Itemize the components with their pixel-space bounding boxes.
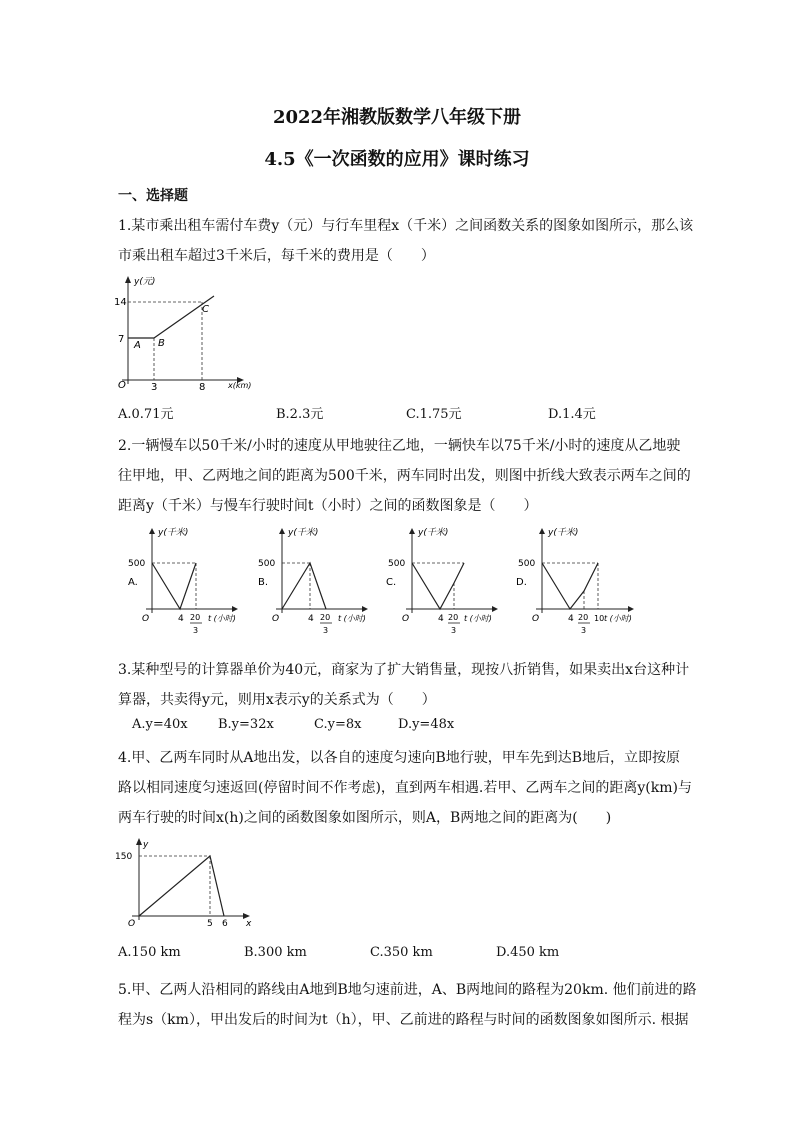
q3-option-c[interactable]: C.y=8x — [314, 717, 362, 732]
svg-text:500: 500 — [128, 559, 146, 569]
svg-text:4: 4 — [308, 614, 314, 624]
q1-option-c[interactable]: C.1.75元 — [406, 407, 462, 422]
q1-point-b: B — [158, 338, 165, 349]
q4-text-line-1: 4.甲、乙两车同时从A地出发，以各自的速度匀速向B地行驶，甲车先到达B地后，立即按原 — [118, 750, 681, 766]
q2-graph-b[interactable] — [254, 525, 370, 640]
svg-text:500: 500 — [258, 559, 276, 569]
q4-option-c[interactable]: C.350 km — [370, 945, 433, 960]
document-subtitle: 4.5《一次函数的应用》课时练习 — [264, 149, 530, 170]
q4-origin: O — [128, 919, 136, 929]
svg-text:y(千米): y(千米) — [288, 528, 319, 538]
q1-tick-3: 3 — [151, 382, 158, 393]
svg-text:3: 3 — [323, 626, 329, 635]
q5-text-line-2: 程为s（km），甲出发后的时间为t（h），甲、乙前进的路程与时间的函数图象如图所示. 根据 — [118, 1012, 689, 1028]
svg-text:3: 3 — [581, 626, 587, 635]
svg-text:t (小时): t (小时) — [208, 614, 236, 623]
q2-text-line-1: 2.一辆慢车以50千米/小时的速度从甲地驶往乙地，一辆快车以75千米/小时的速度从乙地驶 — [118, 438, 681, 454]
svg-text:y(千米): y(千米) — [548, 528, 579, 538]
q1-graph — [112, 272, 252, 394]
q3-option-b[interactable]: B.y=32x — [218, 717, 274, 732]
svg-text:t (小时): t (小时) — [338, 614, 366, 623]
q1-origin: O — [118, 380, 126, 391]
q2-c-line — [412, 563, 464, 609]
q2-d-label: D. — [516, 577, 527, 588]
svg-text:y(千米): y(千米) — [158, 528, 189, 538]
q4-option-d[interactable]: D.450 km — [496, 945, 560, 960]
svg-text:20: 20 — [448, 613, 459, 622]
svg-text:O: O — [402, 614, 410, 624]
svg-text:4: 4 — [438, 614, 444, 624]
document-title: 2022年湘教版数学八年级下册 — [272, 107, 522, 128]
q4-ylabel: y — [143, 840, 149, 850]
q4-text-line-3: 两车行驶的时间x(h)之间的函数图象如图所示，则A，B两地之间的距离为( ) — [118, 810, 612, 826]
q2-graph-d[interactable] — [514, 525, 638, 640]
q1-point-c: C — [202, 304, 209, 315]
q5-text-line-1: 5.甲、乙两人沿相同的路线由A地到B地匀速前进，A、B两地间的路程为20km. 他们前进的路 — [118, 982, 697, 998]
q2-graph-c[interactable] — [384, 525, 500, 640]
section-heading: 一、选择题 — [118, 188, 188, 204]
q3-option-d[interactable]: D.y=48x — [398, 717, 455, 732]
svg-text:O: O — [272, 614, 280, 624]
q4-option-b[interactable]: B.300 km — [244, 945, 307, 960]
q1-option-d[interactable]: D.1.4元 — [548, 407, 596, 422]
svg-text:t (小时): t (小时) — [464, 614, 492, 623]
q4-text-line-2: 路以相同速度匀速返回(停留时间不作考虑)，直到两车相遇.若甲、乙两车之间的距离y(km)与 — [118, 780, 692, 796]
q1-tick-14: 14 — [114, 297, 127, 308]
svg-text:10: 10 — [594, 614, 605, 623]
q2-graph-a[interactable] — [124, 525, 240, 640]
svg-text:O: O — [532, 614, 540, 624]
q3-text-line-2: 算器，共卖得y元，则用x表示y的关系式为（ ） — [118, 692, 436, 708]
q1-ylabel: y(元) — [134, 277, 156, 287]
q4-xlabel: x — [246, 919, 252, 929]
q1-text-line-1: 1.某市乘出租车需付车费y（元）与行车里程x（千米）之间函数关系的图象如图所示，那么该 — [118, 218, 694, 234]
q4-distance-line — [139, 856, 224, 916]
svg-text:3: 3 — [451, 626, 457, 635]
q4-tick-6: 6 — [222, 919, 228, 929]
q2-a-label: A. — [128, 577, 138, 588]
q4-graph — [112, 836, 262, 932]
svg-text:t (小时): t (小时) — [604, 614, 632, 623]
svg-text:500: 500 — [388, 559, 406, 569]
q1-y-arrow — [125, 276, 131, 283]
q1-tick-7: 7 — [118, 334, 125, 345]
svg-text:4: 4 — [568, 614, 574, 624]
q1-xlabel: x(km) — [228, 381, 252, 390]
q2-b-label: B. — [258, 577, 269, 588]
q1-point-a: A — [134, 340, 141, 351]
q3-text-line-1: 3.某种型号的计算器单价为40元，商家为了扩大销售量，现按八折销售，如果卖出x台这种计 — [118, 662, 690, 678]
q2-c-label: C. — [386, 577, 397, 588]
q2-d-line — [542, 563, 598, 609]
q4-option-a[interactable]: A.150 km — [118, 945, 181, 960]
svg-text:4: 4 — [178, 614, 184, 624]
svg-text:20: 20 — [190, 613, 201, 622]
q3-option-a[interactable]: A.y=40x — [132, 717, 188, 732]
svg-text:3: 3 — [193, 626, 199, 635]
svg-text:y(千米): y(千米) — [418, 528, 449, 538]
svg-text:O: O — [142, 614, 150, 624]
svg-text:500: 500 — [518, 559, 536, 569]
q4-tick-5: 5 — [207, 919, 213, 929]
svg-text:20: 20 — [578, 613, 589, 622]
q1-option-a[interactable]: A.0.71元 — [118, 407, 174, 422]
q2-text-line-2: 往甲地，甲、乙两地之间的距离为500千米，两车同时出发，则图中折线大致表示两车之间的 — [118, 468, 691, 484]
q4-tick-150: 150 — [115, 852, 133, 862]
q1-option-b[interactable]: B.2.3元 — [276, 407, 324, 422]
q2-a-line — [152, 563, 196, 609]
q1-tick-8: 8 — [199, 382, 206, 393]
svg-text:20: 20 — [320, 613, 331, 622]
q2-text-line-3: 距离y（千米）与慢车行驶时间t（小时）之间的函数图象是（ ） — [118, 498, 538, 514]
q2-b-line — [282, 563, 326, 609]
q1-text-line-2: 市乘出租车超过3千米后，每千米的费用是（ ） — [118, 248, 435, 264]
